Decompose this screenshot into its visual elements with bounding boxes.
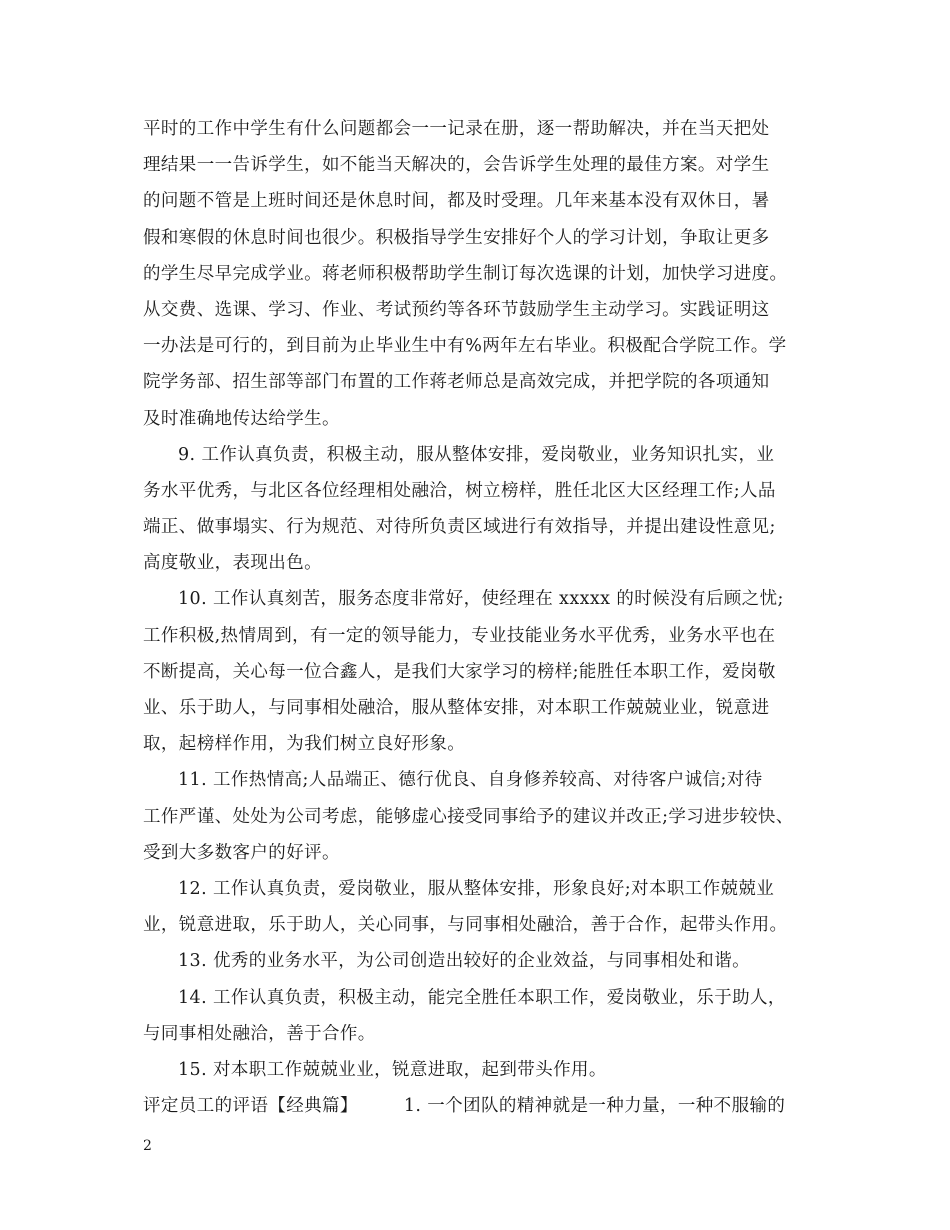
section-heading-line	[143, 1088, 810, 1124]
text-line: 工作积极,热情周到，有一定的领导能力，专业技能业务水平优秀，业务水平也在	[143, 625, 776, 646]
text-line: 9. 工作认真负责，积极主动，服从整体安排，爱岗敬业，业务知识扎实，业	[178, 444, 775, 465]
section-first-item: 1. 一个团队的精神就是一种力量，一种不服输的	[403, 1096, 786, 1117]
paragraph-lines	[143, 111, 810, 1088]
text-line: 取，起榜样作用，为我们树立良好形象。	[143, 734, 466, 755]
text-line: 端正、做事塌实、行为规范、对待所负责区域进行有效指导，并提出建设性意见;	[143, 517, 776, 538]
text-line: 务水平优秀，与北区各位经理相处融洽，树立榜样，胜任北区大区经理工作;人品	[143, 480, 776, 501]
page-number: 2	[143, 1138, 152, 1154]
text-line: 的学生尽早完成学业。蒋老师积极帮助学生制订每次选课的计划，加快学习进度。	[143, 263, 788, 284]
text-line: 平时的工作中学生有什么问题都会一一记录在册，逐一帮助解决，并在当天把处	[143, 119, 770, 139]
text-line: 12. 工作认真负责，爱岗敬业，服从整体安排，形象良好;对本职工作兢兢业	[178, 878, 775, 899]
section-heading: 评定员工的评语【经典篇】	[143, 1096, 358, 1117]
text-line: 从交费、选课、学习、作业、考试预约等各环节鼓励学生主动学习。实践证明这	[143, 299, 770, 320]
text-line: 院学务部、招生部等部门布置的工作蒋老师总是高效完成，并把学院的各项通知	[143, 372, 770, 393]
text-line: 业、乐于助人，与同事相处融洽，服从整体安排，对本职工作兢兢业业，锐意进	[143, 698, 770, 718]
text-line: 假和寒假的休息时间也很少。积极指导学生安排好个人的学习计划，争取让更多	[143, 227, 770, 248]
text-line: 10. 工作认真刻苦，服务态度非常好，使经理在 xxxxx 的时候没有后顾之忧;	[178, 589, 784, 610]
text-line: 11. 工作热情高;人品端正、德行优良、自身修养较高、对待客户诚信;对待	[178, 770, 763, 791]
text-line: 业，锐意进取，乐于助人，关心同事，与同事相处融洽，善于合作，起带头作用。	[143, 915, 788, 936]
text-line: 及时准确地传达给学生。	[143, 408, 340, 429]
text-line: 13. 优秀的业务水平，为公司创造出较好的企业效益，与同事相处和谐。	[178, 951, 750, 972]
text-line: 14. 工作认真负责，积极主动，能完全胜任本职工作，爱岗敬业，乐于助人，	[178, 987, 786, 1008]
text-line: 的问题不管是上班时间还是休息时间，都及时受理。几年来基本没有双休日，暑	[143, 191, 770, 212]
text-line: 与同事相处融洽，善于合作。	[143, 1023, 376, 1044]
text-line: 一办法是可行的，到目前为止毕业生中有%两年左右毕业。积极配合学院工作。学	[143, 336, 787, 357]
text-line: 受到大多数客户的好评。	[143, 842, 340, 863]
text-line: 工作严谨、处处为公司考虑，能够虚心接受同事给予的建议并改正;学习进步较快、	[143, 806, 794, 827]
text-line: 理结果一一告诉学生，如不能当天解决的，会告诉学生处理的最佳方案。对学生	[143, 155, 770, 176]
document-body	[143, 111, 810, 1124]
text-line: 不断提高，关心每一位合鑫人，是我们大家学习的榜样;能胜任本职工作，爱岗敬	[143, 661, 776, 682]
text-line: 高度敬业，表现出色。	[143, 553, 322, 574]
text-line: 15. 对本职工作兢兢业业，锐意进取，起到带头作用。	[178, 1059, 607, 1080]
